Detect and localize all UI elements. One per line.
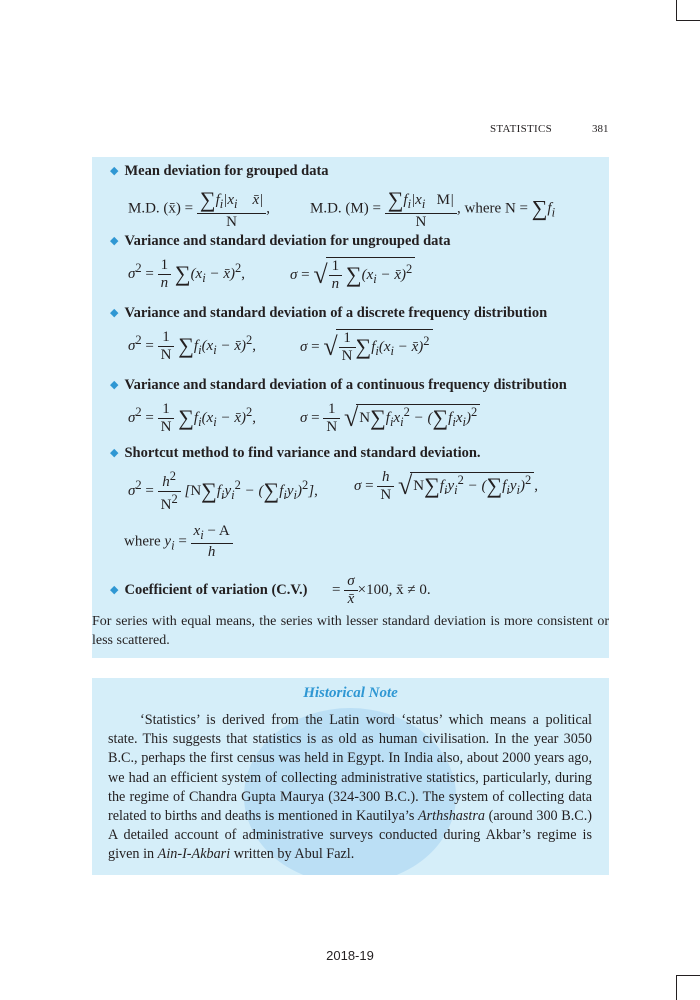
consistency-note: For series with equal means, the series with lesser standard deviation is more consistent or less scattered. <box>92 614 609 648</box>
diamond-bullet-icon: ◆ <box>110 307 119 319</box>
formula-sd-continuous: σ = $\frac{1}{N}$ $√N\sum f_ix_i^2 - (\sum f_ix_i)^2$ <box>300 401 480 436</box>
historical-note-text: ‘Statistics’ is derived from the Latin word ‘status’ which means a political state. This suggests that statistics is as old as human civilisation. In the year 3050 B.C., perhaps the first census was held in Egypt. In India also, about 2000 years ago, we had an efficient system of collecting administrative statistics, particularly, during the regime of Chandra Gupta Maurya (324-300 B.C.). The system of collecting data related to births and deaths is mentioned in Kautilya’s Arthshastra (around 300 B.C.) A detailed account of administrative surveys conducted during Akbar’s regime is given in Ain-I-Akbari written by Abul Fazl. <box>108 712 592 863</box>
heading-shortcut: ◆ Shortcut method to find variance and standard deviation. <box>110 445 481 461</box>
formula-md-median: M.D. (M) = $\frac{\sum f_i|x_i M|}{N}$ , where $N = \sum f_i$ <box>310 187 556 230</box>
diamond-bullet-icon: ◆ <box>110 165 119 177</box>
heading-discrete: ◆ Variance and standard deviation of a discrete frequency distribution <box>110 305 548 321</box>
heading-mean-deviation: ◆ Mean deviation for grouped data <box>110 163 329 179</box>
formula-cv: = $\frac{\sigma}{x̄}$ ×100, x̄ ≠ 0. <box>332 573 431 607</box>
diamond-bullet-icon: ◆ <box>110 235 119 247</box>
book-title: Arthshastra <box>417 808 485 825</box>
formula-variance-continuous: $\sigma^2$ = $\frac{1}{N}$ $\sum f_i(x_i$ − x̄)$^2$, <box>128 401 256 435</box>
crop-mark <box>676 0 677 20</box>
formula-where-yi: where $y_i$ = $\frac{x_i - A}{h}$ <box>124 523 233 561</box>
crop-mark <box>676 20 700 21</box>
work-title: Ain-I-Akbari <box>157 846 231 863</box>
formula-sd-ungrouped: σ = √ $\frac{1}{n}$ $\sum(x_i$ − x̄)$^2$ <box>290 257 415 293</box>
crop-mark <box>676 975 700 976</box>
formula-sd-shortcut: σ = $\frac{h}{N}$ $√N\sum f_iy_i^2 - (\sum f_iy_i)^2$ , <box>354 469 538 503</box>
formula-sd-discrete: σ = √ $\frac{1}{N}$ $\sum f_i(x_i$ − x̄)$^2$ <box>300 329 433 365</box>
heading-continuous: ◆ Variance and standard deviation of a continuous frequency distribution <box>110 377 567 393</box>
diamond-bullet-icon: ◆ <box>110 584 119 596</box>
formula-variance-shortcut: $\sigma^2$ = $\frac{h^2}{N^2}$ $[N\sum f_iy_i^2 - (\sum f_iy_i)^2]$, <box>128 469 318 513</box>
diamond-bullet-icon: ◆ <box>110 379 119 391</box>
footer-year: 2018-19 <box>326 948 374 963</box>
historical-note-box <box>92 678 609 875</box>
formula-md-mean: M.D. (x̄) = $\frac{\sum f_i|x_i x̄|}{N}$ , <box>128 187 271 230</box>
crop-mark <box>676 975 677 1000</box>
running-header <box>0 123 700 139</box>
formula-variance-discrete: $\sigma^2$ = $\frac{1}{N}$ $\sum f_i(x_i$ − x̄)$^2$, <box>128 329 256 363</box>
formula-summary-box <box>92 157 609 658</box>
heading-ungrouped: ◆ Variance and standard deviation for ungrouped data <box>110 233 451 249</box>
formula-variance-ungrouped: $\sigma^2$ = $\frac{1}{n}$ $\sum(x_i$ − x̄)$^2$, <box>128 257 245 291</box>
heading-cv: ◆ Coefficient of variation (C.V.) <box>110 582 308 598</box>
page-number: 381 <box>592 123 609 135</box>
section-title: STATISTICS <box>490 123 553 135</box>
historical-note-title: Historical Note <box>303 685 398 701</box>
diamond-bullet-icon: ◆ <box>110 447 119 459</box>
